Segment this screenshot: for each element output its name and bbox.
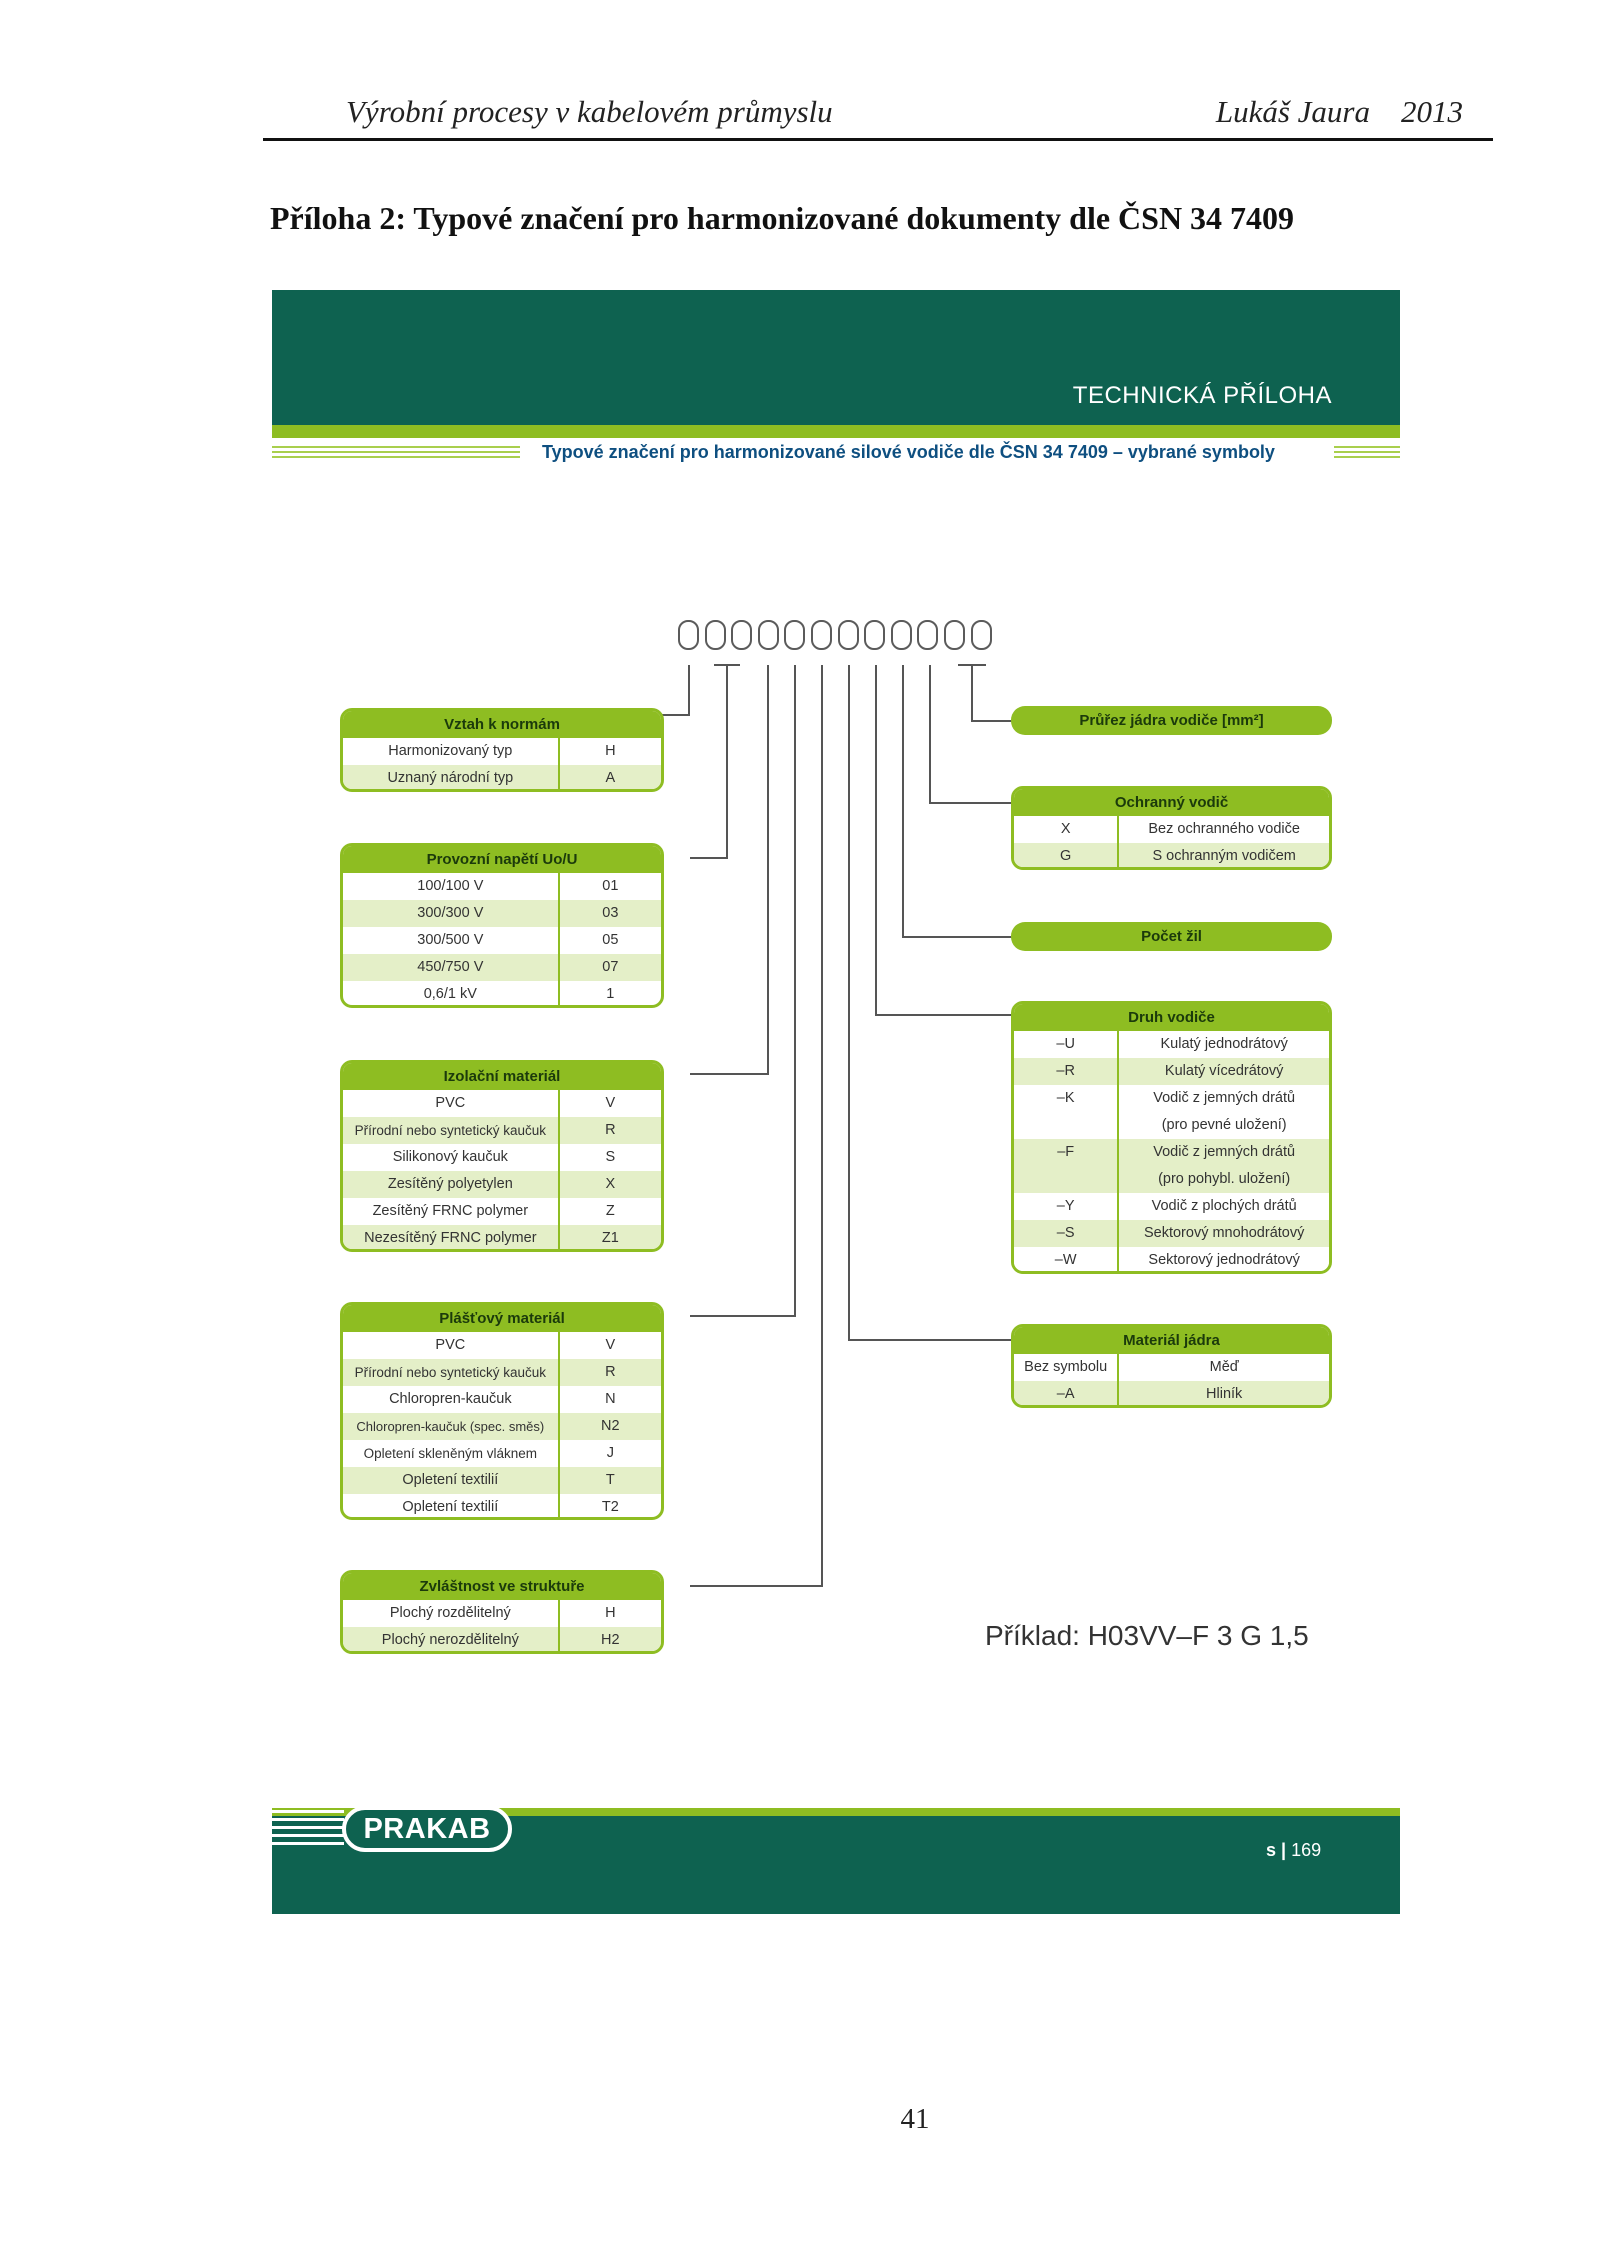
table-row xyxy=(343,1413,661,1440)
table-izolacni-material xyxy=(340,1060,664,1252)
table-row xyxy=(1014,1247,1329,1274)
row-code: V xyxy=(605,1337,616,1353)
table-row xyxy=(1014,1381,1329,1408)
table-zvlastnost-ve-strukture xyxy=(340,1570,664,1654)
pill-prurez-jadra: Průřez jádra vodiče [mm²] xyxy=(1011,706,1332,735)
row-label: Uznaný národní typ xyxy=(343,765,560,792)
table-row xyxy=(343,1467,661,1494)
row-label: Vodič z jemných drátů xyxy=(1153,1090,1296,1106)
page-heading: Příloha 2: Typové značení pro harmonizované dokumenty dle ČSN 34 7409 xyxy=(270,200,1295,236)
table-row xyxy=(343,1090,661,1117)
table-row xyxy=(343,1600,661,1627)
band-page-number: 169 xyxy=(1291,1840,1322,1860)
row-label: Silikonový kaučuk xyxy=(343,1144,560,1171)
table-row xyxy=(343,900,661,927)
table-row xyxy=(343,1198,661,1225)
row-code: T2 xyxy=(601,1499,619,1515)
row-label: PVC xyxy=(343,1090,560,1117)
row-code: H2 xyxy=(601,1632,620,1648)
row-label: Vodič z plochých drátů xyxy=(1151,1198,1297,1214)
table-row xyxy=(1014,1085,1329,1112)
table-row xyxy=(1014,1193,1329,1220)
row-label: Sektorový jednodrátový xyxy=(1148,1252,1300,1268)
table-row xyxy=(1014,1166,1329,1193)
table-row xyxy=(343,1386,661,1413)
table-row xyxy=(343,1440,661,1467)
row-code: 1 xyxy=(606,986,615,1002)
row-label: Opletení skleněným vláknem xyxy=(343,1440,560,1467)
table-row xyxy=(343,981,661,1008)
row-code: R xyxy=(605,1122,616,1138)
row-label: 0,6/1 kV xyxy=(343,981,560,1008)
header-title: Výrobní procesy v kabelovém průmyslu xyxy=(346,94,833,129)
page-number: 41 xyxy=(900,2103,930,2135)
band-page-ref xyxy=(1266,1840,1321,1861)
table-row xyxy=(343,1171,661,1198)
row-label: PVC xyxy=(343,1332,560,1359)
row-code: –S xyxy=(1014,1220,1119,1247)
row-label: Plochý nerozdělitelný xyxy=(343,1627,560,1654)
row-label: Hliník xyxy=(1206,1386,1243,1402)
band-page-prefix: s xyxy=(1266,1840,1277,1860)
row-label: Vodič z jemných drátů xyxy=(1153,1144,1296,1160)
table-row xyxy=(1014,1031,1329,1058)
row-code: 07 xyxy=(602,959,619,975)
table-row xyxy=(343,1225,661,1252)
connector-druh xyxy=(876,665,1013,1015)
row-label: 300/500 V xyxy=(343,927,560,954)
band-title: TECHNICKÁ PŘÍLOHA xyxy=(1072,382,1332,409)
table-row xyxy=(343,927,661,954)
row-label: Opletení textilií xyxy=(343,1467,560,1494)
row-code: G xyxy=(1014,843,1119,870)
row-code: Z1 xyxy=(601,1230,619,1246)
table-title: Zvláštnost ve struktuře xyxy=(343,1573,661,1600)
table-title: Plášťový materiál xyxy=(343,1305,661,1332)
row-code xyxy=(1014,1166,1119,1193)
row-label: 450/750 V xyxy=(343,954,560,981)
table-plastovy-material xyxy=(340,1302,664,1520)
table-druh-vodice xyxy=(1011,1001,1332,1274)
row-label: 100/100 V xyxy=(343,873,560,900)
row-code: R xyxy=(605,1364,616,1380)
table-ochranny-vodic xyxy=(1011,786,1332,870)
row-code: S xyxy=(605,1149,616,1165)
row-label: Měď xyxy=(1209,1359,1239,1375)
row-label: Kulatý vícedrátový xyxy=(1164,1063,1284,1079)
table-row xyxy=(343,1117,661,1144)
table-title: Izolační materiál xyxy=(343,1063,661,1090)
table-row xyxy=(343,873,661,900)
stripe-decoration-footer xyxy=(272,1810,344,1846)
row-label: S ochranným vodičem xyxy=(1152,848,1296,864)
row-code: X xyxy=(605,1176,616,1192)
table-provozni-napeti xyxy=(340,843,664,1008)
connector-zvlastnost xyxy=(690,665,822,1586)
example-designation: Příklad: H03VV–F 3 G 1,5 xyxy=(985,1620,1309,1651)
row-label: (pro pohybl. uložení) xyxy=(1158,1171,1291,1187)
row-label: Plochý rozdělitelný xyxy=(343,1600,560,1627)
row-code: 03 xyxy=(602,905,619,921)
band-page-separator: | xyxy=(1281,1840,1287,1860)
row-label: Přírodní nebo syntetický kaučuk xyxy=(343,1117,560,1144)
table-title: Materiál jádra xyxy=(1014,1327,1329,1354)
table-row xyxy=(1014,1112,1329,1139)
table-row xyxy=(343,765,661,792)
row-label: Sektorový mnohodrátový xyxy=(1143,1225,1305,1241)
table-row xyxy=(1014,816,1329,843)
row-label: 300/300 V xyxy=(343,900,560,927)
table-row xyxy=(343,1494,661,1520)
table-row xyxy=(343,1359,661,1386)
table-row xyxy=(1014,1058,1329,1085)
row-code: T xyxy=(605,1472,615,1488)
connector-izolace xyxy=(690,665,768,1074)
connector-napeti xyxy=(690,665,740,858)
row-code xyxy=(1014,1112,1119,1139)
row-code: –R xyxy=(1014,1058,1119,1085)
row-code: Z xyxy=(605,1203,615,1219)
table-material-jadra xyxy=(1011,1324,1332,1408)
row-code: –K xyxy=(1014,1085,1119,1112)
row-code: –U xyxy=(1014,1031,1119,1058)
pill-pocet-zil: Počet žil xyxy=(1011,922,1332,951)
row-label: Chloropren-kaučuk xyxy=(343,1386,560,1413)
prakab-logo: PRAKAB xyxy=(342,1806,512,1852)
row-label: Zesítěný FRNC polymer xyxy=(343,1198,560,1225)
row-code: –A xyxy=(1014,1381,1119,1408)
row-code: A xyxy=(605,770,616,786)
row-code: J xyxy=(606,1445,614,1461)
header-author-year: Lukáš Jaura 2013 xyxy=(1215,94,1463,129)
table-row xyxy=(343,1627,661,1654)
row-code: N xyxy=(605,1391,616,1407)
row-label: Chloropren-kaučuk (spec. směs) xyxy=(343,1413,560,1440)
table-title: Ochranný vodič xyxy=(1014,789,1329,816)
table-row xyxy=(1014,1139,1329,1166)
row-label: Zesítěný polyetylen xyxy=(343,1171,560,1198)
table-title: Provozní napětí Uo/U xyxy=(343,846,661,873)
table-row xyxy=(343,1332,661,1359)
row-code: H xyxy=(605,743,616,759)
row-code: –F xyxy=(1014,1139,1119,1166)
row-label: Kulatý jednodrátový xyxy=(1160,1036,1288,1052)
row-code: H xyxy=(605,1605,616,1621)
row-code: X xyxy=(1014,816,1119,843)
table-title: Vztah k normám xyxy=(343,711,661,738)
connector-prurez xyxy=(958,665,1013,721)
row-code: N2 xyxy=(601,1418,620,1434)
row-code: –W xyxy=(1014,1247,1119,1274)
row-code: V xyxy=(605,1095,616,1111)
row-label: Bez ochranného vodiče xyxy=(1148,821,1300,837)
table-row xyxy=(343,954,661,981)
row-label: Přírodní nebo syntetický kaučuk xyxy=(343,1359,560,1386)
connector-pocet xyxy=(903,665,1013,937)
row-label: Harmonizovaný typ xyxy=(343,738,560,765)
table-row xyxy=(1014,1354,1329,1381)
row-label: Nezesítěný FRNC polymer xyxy=(343,1225,560,1252)
table-title: Druh vodiče xyxy=(1014,1004,1329,1031)
row-label: (pro pevné uložení) xyxy=(1161,1117,1287,1133)
row-code: 01 xyxy=(602,878,619,894)
row-code: –Y xyxy=(1014,1193,1119,1220)
table-row xyxy=(343,1144,661,1171)
row-code: Bez symbolu xyxy=(1014,1354,1119,1381)
table-vztah-k-normam xyxy=(340,708,664,792)
row-code: 05 xyxy=(602,932,619,948)
row-label: Opletení textilií xyxy=(343,1494,560,1520)
band-subtitle: Typové značení pro harmonizované silové vodiče dle ČSN 34 7409 – vybrané symboly xyxy=(542,442,1275,462)
table-row xyxy=(1014,1220,1329,1247)
table-row xyxy=(1014,843,1329,870)
connector-plast xyxy=(690,665,795,1316)
table-row xyxy=(343,738,661,765)
